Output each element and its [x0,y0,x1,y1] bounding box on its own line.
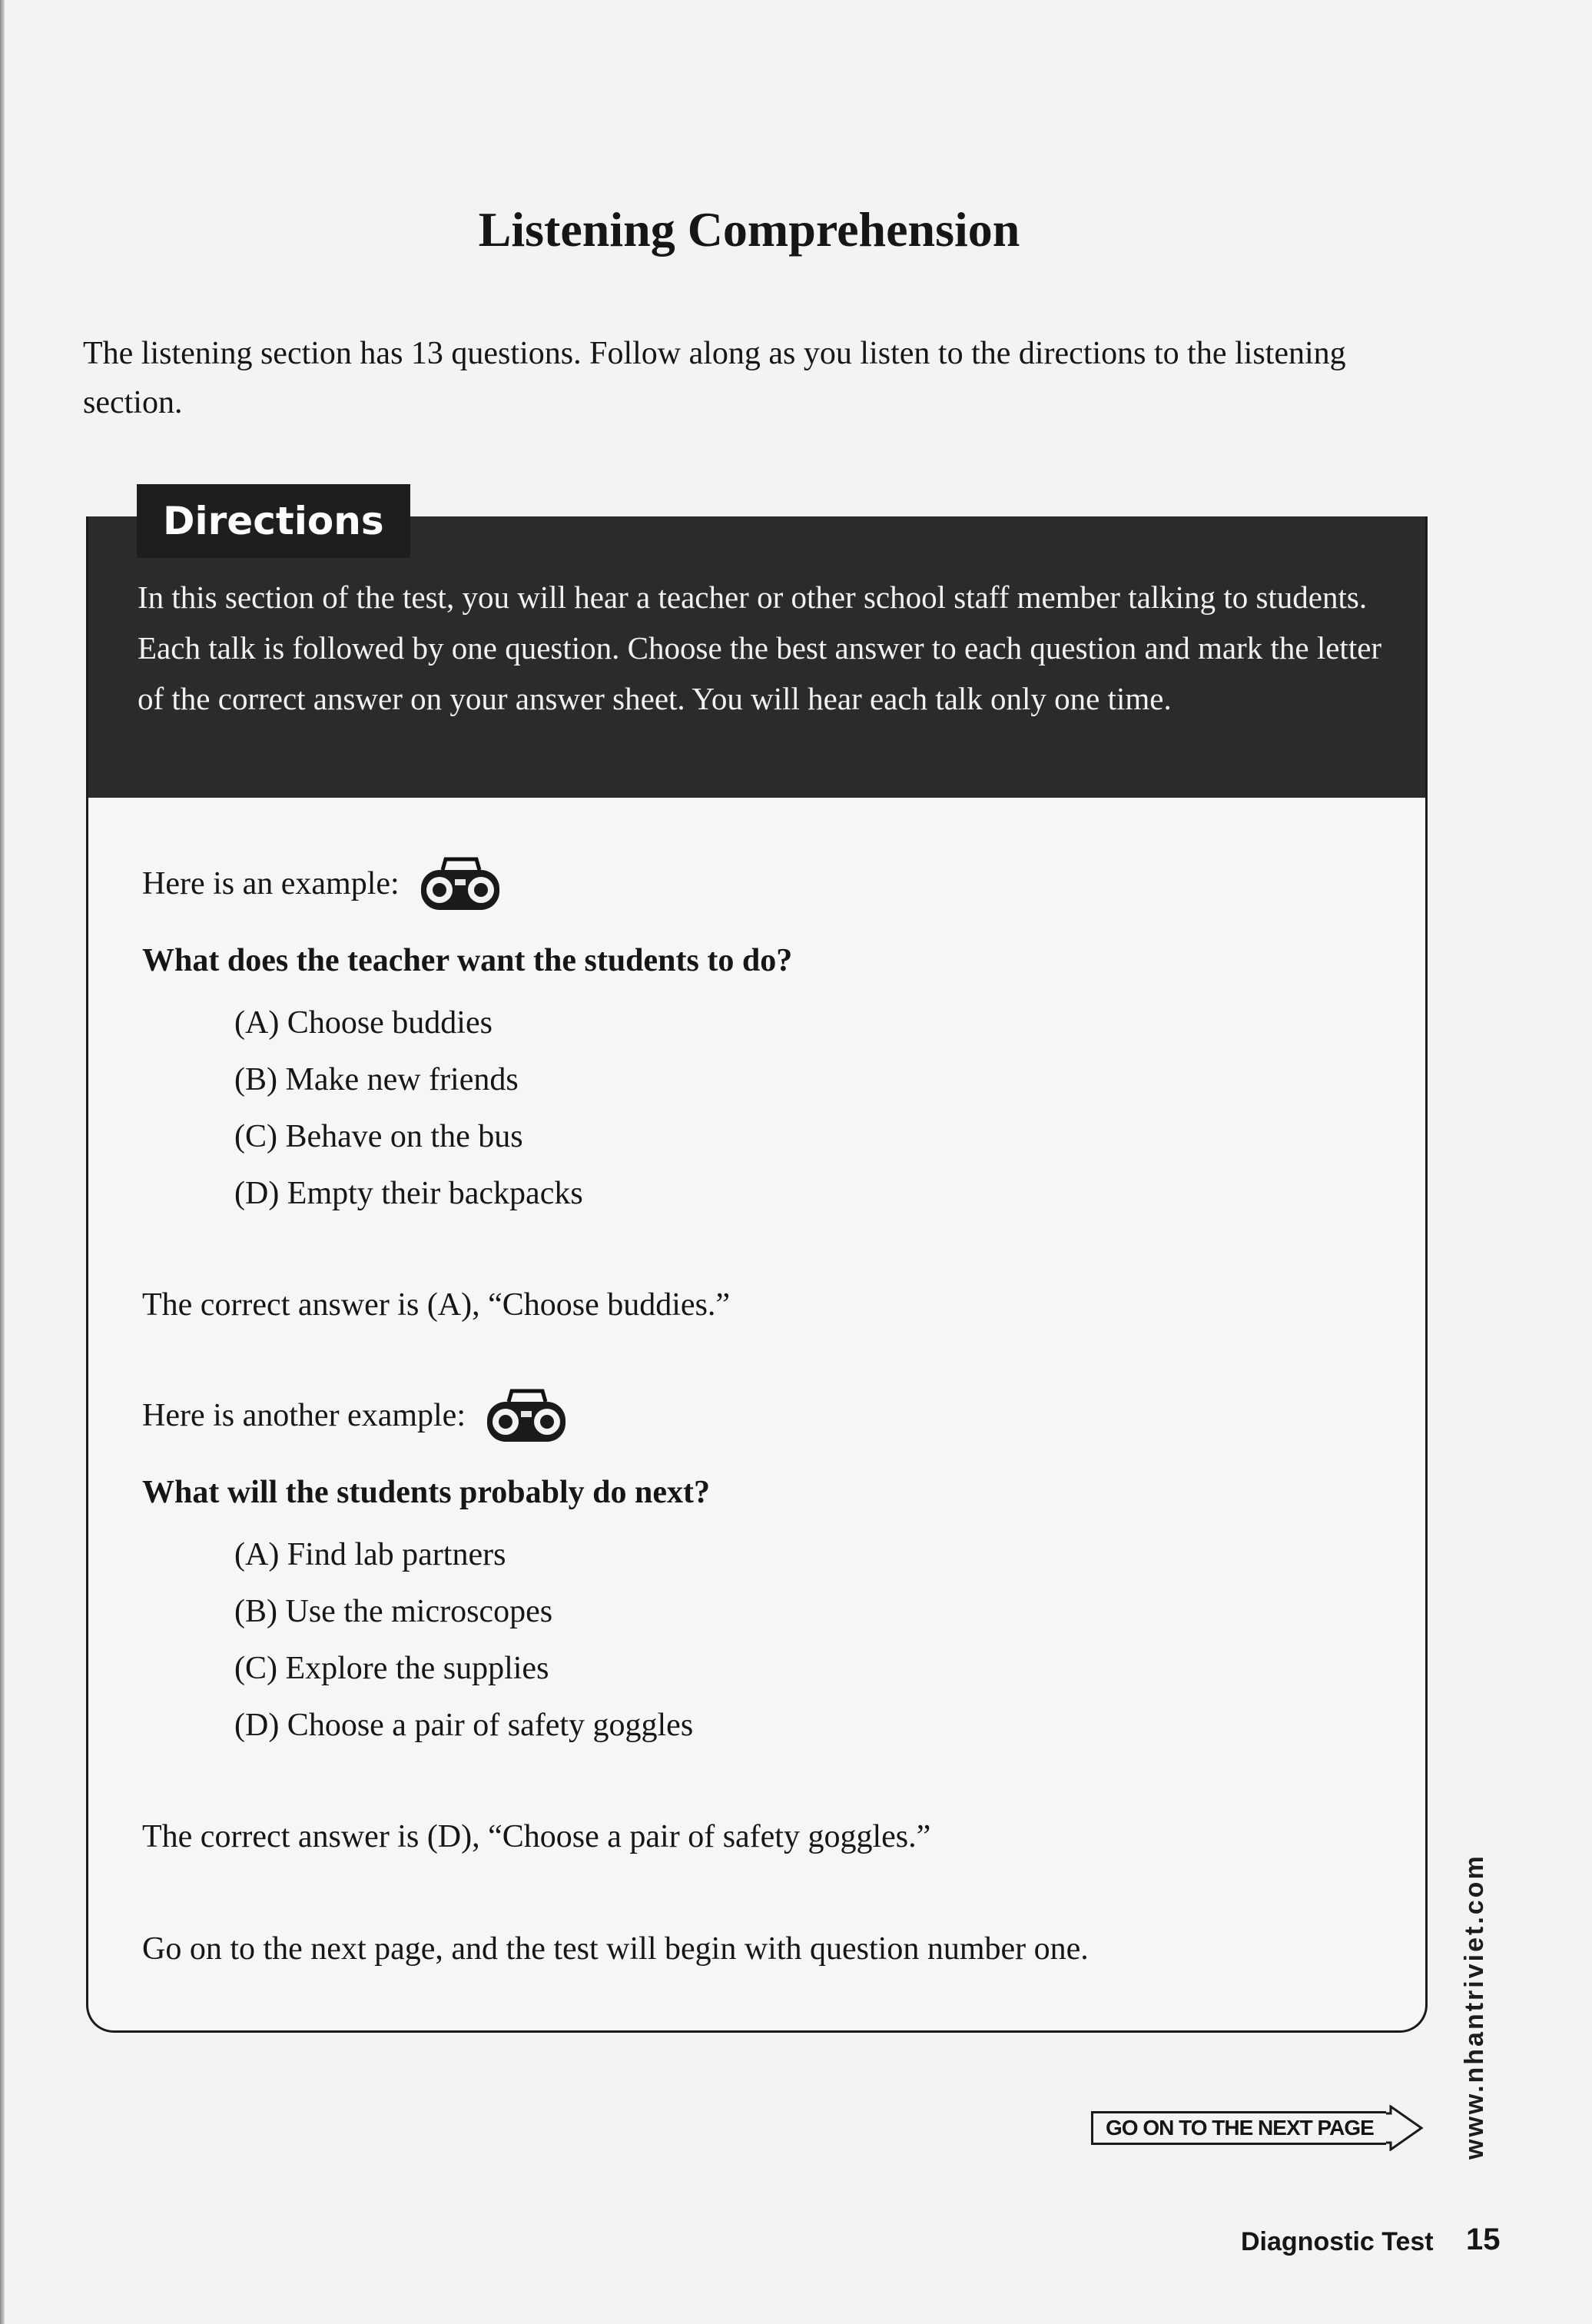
intro-text: The listening section has 13 questions. Follow along as you listen to the directions to the listening section. [83,336,1346,420]
option-c: (C) Behave on the bus [234,1119,523,1154]
example-question: What will the students probably do next? [142,1475,711,1510]
directions-label: Directions [137,484,410,558]
option-d: (D) Choose a pair of safety goggles [234,1708,694,1743]
option-a: (A) Find lab partners [234,1537,506,1572]
example-question: What does the teacher want the students to do? [142,943,793,978]
binding-edge [0,0,5,2324]
example-intro [142,853,1371,915]
example-answer: The correct answer is (D), “Choose a pair of safety goggles.” [142,1819,931,1854]
directions-box [86,516,1428,2033]
option-a: (A) Choose buddies [234,1005,493,1041]
answer-options [142,1526,1371,1754]
option-c: (C) Explore the supplies [234,1651,549,1686]
option-b: (B) Use the microscopes [234,1594,553,1629]
page-number: 15 [1466,2223,1501,2256]
go-on-indicator [1091,2109,1425,2147]
example-2 [142,1385,1371,1860]
example-intro-label: Here is another example: [142,1398,466,1433]
example-1 [142,853,1371,1328]
example-answer: The correct answer is (A), “Choose buddies.” [142,1287,731,1323]
answer-options [142,994,1371,1222]
arrow-right-icon [1386,2105,1425,2151]
closing-text: Go on to the next page, and the test will begin with question number one. [142,1931,1089,1967]
directions-header [88,516,1425,798]
option-b: (B) Make new friends [234,1062,519,1097]
example-intro [142,1385,1371,1446]
go-on-label: GO ON TO THE NEXT PAGE [1091,2111,1386,2145]
boombox-icon [481,1385,572,1446]
directions-text: In this section of the test, you will hear a teacher or other school staff member talking to students. Each talk is followed by one question. Choose the best answer to each question and mark the letter of the correct answer on your answer sheet. You will hear each talk only one time. [138,579,1382,716]
watermark: www.nhantriviet.com [1460,1854,1489,2160]
example-intro-label: Here is an example: [142,866,400,901]
footer-section-title: Diagnostic Test [1241,2227,1434,2256]
page-title: Listening Comprehension [478,202,1020,257]
boombox-icon [415,853,506,915]
option-d: (D) Empty their backpacks [234,1176,583,1211]
